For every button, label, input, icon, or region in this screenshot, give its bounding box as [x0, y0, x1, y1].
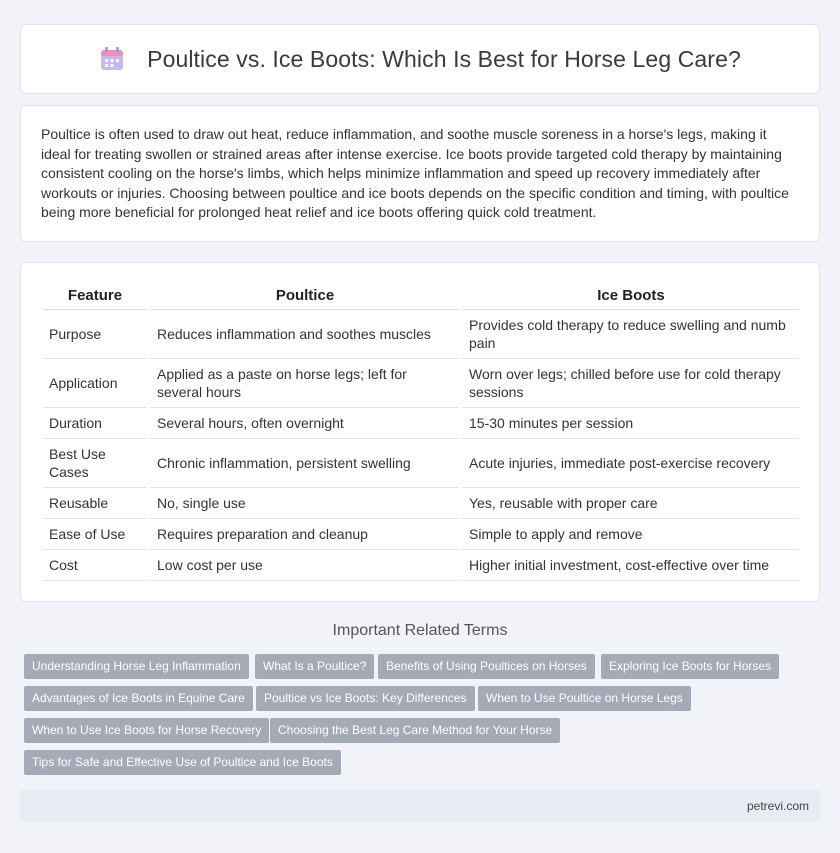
- ice-boots-cell: Yes, reusable with proper care: [461, 487, 799, 518]
- related-term-tag[interactable]: Understanding Horse Leg Inflammation: [24, 654, 249, 679]
- table-header-row: [43, 283, 799, 309]
- site-link[interactable]: petrevi.com: [746, 799, 809, 813]
- feature-cell: Purpose: [43, 309, 149, 358]
- feature-cell: Best Use Cases: [43, 438, 149, 487]
- comparison-table-card: [20, 262, 820, 602]
- table-row: [43, 438, 799, 487]
- ice-boots-cell: Acute injuries, immediate post-exercise recovery: [461, 438, 799, 487]
- table-row: [43, 309, 799, 358]
- related-term-tag[interactable]: Advantages of Ice Boots in Equine Care: [24, 686, 253, 711]
- related-term-tag[interactable]: Exploring Ice Boots for Horses: [601, 654, 779, 679]
- ice-boots-cell: Worn over legs; chilled before use for cold therapy sessions: [461, 358, 799, 407]
- feature-cell: Cost: [43, 549, 149, 580]
- ice-boots-cell: Higher initial investment, cost-effective over time: [461, 549, 799, 580]
- related-term-tag[interactable]: Tips for Safe and Effective Use of Poultice and Ice Boots: [24, 750, 341, 775]
- poultice-cell: Applied as a paste on horse legs; left for several hours: [149, 358, 461, 407]
- header-ice-boots: Ice Boots: [461, 283, 799, 309]
- feature-cell: Ease of Use: [43, 518, 149, 549]
- intro-card: [20, 105, 820, 242]
- ice-boots-cell: Provides cold therapy to reduce swelling and numb pain: [461, 309, 799, 358]
- poultice-cell: No, single use: [149, 487, 461, 518]
- table-row: [43, 518, 799, 549]
- calendar-icon: [99, 46, 125, 72]
- related-term-tag[interactable]: When to Use Poultice on Horse Legs: [478, 686, 691, 711]
- related-term-tag[interactable]: When to Use Ice Boots for Horse Recovery: [24, 718, 269, 743]
- related-term-tag[interactable]: What Is a Poultice?: [255, 654, 374, 679]
- footer-bar: [20, 790, 820, 822]
- header-feature: Feature: [43, 283, 149, 309]
- related-term-tag[interactable]: Poultice vs Ice Boots: Key Differences: [256, 686, 475, 711]
- poultice-cell: Requires preparation and cleanup: [149, 518, 461, 549]
- table-row: [43, 358, 799, 407]
- related-term-tag[interactable]: Choosing the Best Leg Care Method for Your Horse: [270, 718, 560, 743]
- poultice-cell: Several hours, often overnight: [149, 407, 461, 438]
- table-row: [43, 549, 799, 580]
- table-row: [43, 487, 799, 518]
- feature-cell: Duration: [43, 407, 149, 438]
- header-poultice: Poultice: [149, 283, 461, 309]
- page-title: Poultice vs. Ice Boots: Which Is Best for Horse Leg Care?: [147, 45, 741, 72]
- feature-cell: Application: [43, 358, 149, 407]
- header-card: [20, 24, 820, 94]
- related-terms-title: Important Related Terms: [332, 622, 508, 639]
- ice-boots-cell: 15-30 minutes per session: [461, 407, 799, 438]
- poultice-cell: Reduces inflammation and soothes muscles: [149, 309, 461, 358]
- intro-text: Poultice is often used to draw out heat, reduce inflammation, and soothe muscle soreness in a horse's legs, making it ideal for treating swollen or strained areas after intense exercise. Ice boots provide targeted cold therapy by maintaining consistent cooling on the horse's limbs, which helps minimize inflammation and speed up recovery immediately after workouts or injuries. Choosing between poultice and ice boots depends on the specific condition and timing, with poultice being more beneficial for prolonged heat relief and ice boots offering quick cold treatment.: [41, 126, 789, 221]
- ice-boots-cell: Simple to apply and remove: [461, 518, 799, 549]
- poultice-cell: Chronic inflammation, persistent swelling: [149, 438, 461, 487]
- comparison-table: [43, 283, 799, 581]
- feature-cell: Reusable: [43, 487, 149, 518]
- table-row: [43, 407, 799, 438]
- related-term-tag[interactable]: Benefits of Using Poultices on Horses: [378, 654, 595, 679]
- poultice-cell: Low cost per use: [149, 549, 461, 580]
